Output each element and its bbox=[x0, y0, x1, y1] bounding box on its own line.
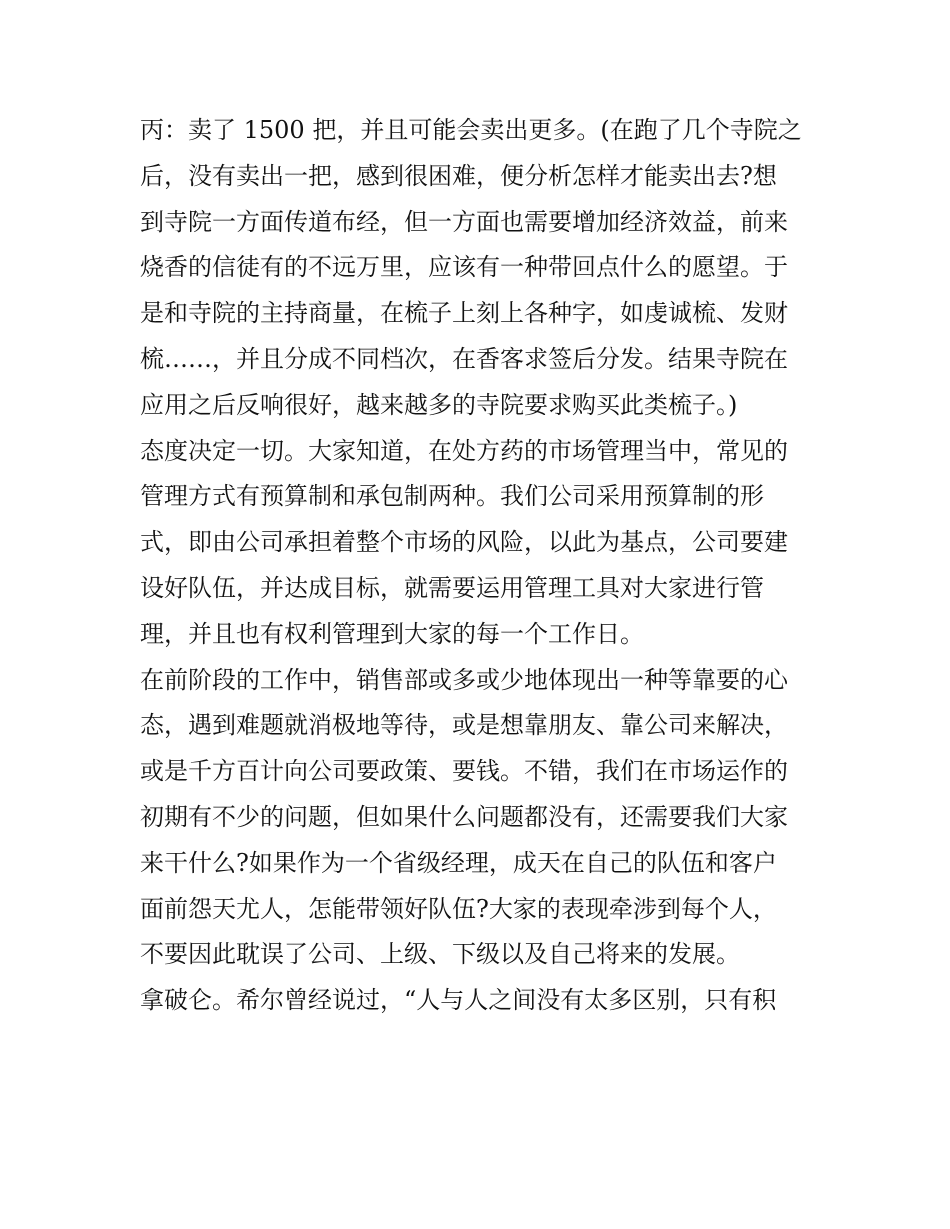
text-line: 在前阶段的工作中，销售部或多或少地体现出一种等靠要的心 bbox=[140, 665, 788, 694]
text-line: 烧香的信徒有的不远万里，应该有一种带回点什么的愿望。于 bbox=[140, 253, 788, 282]
text-line: 来干什么?如果作为一个省级经理，成天在自己的队伍和客户 bbox=[140, 848, 777, 877]
text-line: 设好队伍，并达成目标，就需要运用管理工具对大家进行管 bbox=[140, 573, 764, 602]
text-line: 面前怨天尤人，怎能带领好队伍?大家的表现牵涉到每个人， bbox=[140, 894, 777, 923]
text-line: 到寺院一方面传道布经，但一方面也需要增加经济效益，前来 bbox=[140, 207, 788, 236]
text-line: 应用之后反响很好，越来越多的寺院要求购买此类梳子。) bbox=[140, 390, 738, 419]
document-body bbox=[140, 108, 820, 1024]
text-line: 或是千方百计向公司要政策、要钱。不错，我们在市场运作的 bbox=[140, 757, 788, 786]
text-line: 理，并且也有权利管理到大家的每一个工作日。 bbox=[140, 619, 644, 648]
text-line: 态度决定一切。大家知道，在处方药的市场管理当中，常见的 bbox=[140, 436, 788, 465]
text-line: 是和寺院的主持商量，在梳子上刻上各种字，如虔诚梳、发财 bbox=[140, 299, 788, 328]
text-line: 管理方式有预算制和承包制两种。我们公司采用预算制的形 bbox=[140, 482, 764, 511]
text-line: 态，遇到难题就消极地等待，或是想靠朋友、靠公司来解决， bbox=[140, 711, 788, 740]
text-line: 不要因此耽误了公司、上级、下级以及自己将来的发展。 bbox=[140, 940, 740, 969]
text-line: 初期有不少的问题，但如果什么问题都没有，还需要我们大家 bbox=[140, 802, 788, 831]
text-line: 式，即由公司承担着整个市场的风险，以此为基点，公司要建 bbox=[140, 528, 788, 557]
text-line: 后，没有卖出一把，感到很困难，便分析怎样才能卖出去?想 bbox=[140, 161, 777, 190]
text-line: 拿破仑。希尔曾经说过，“人与人之间没有太多区别，只有积 bbox=[140, 986, 777, 1015]
text-line: 丙：卖了 1500 把，并且可能会卖出更多。(在跑了几个寺院之 bbox=[140, 116, 802, 144]
text-line: 梳……，并且分成不同档次，在香客求签后分发。结果寺院在 bbox=[140, 344, 788, 373]
